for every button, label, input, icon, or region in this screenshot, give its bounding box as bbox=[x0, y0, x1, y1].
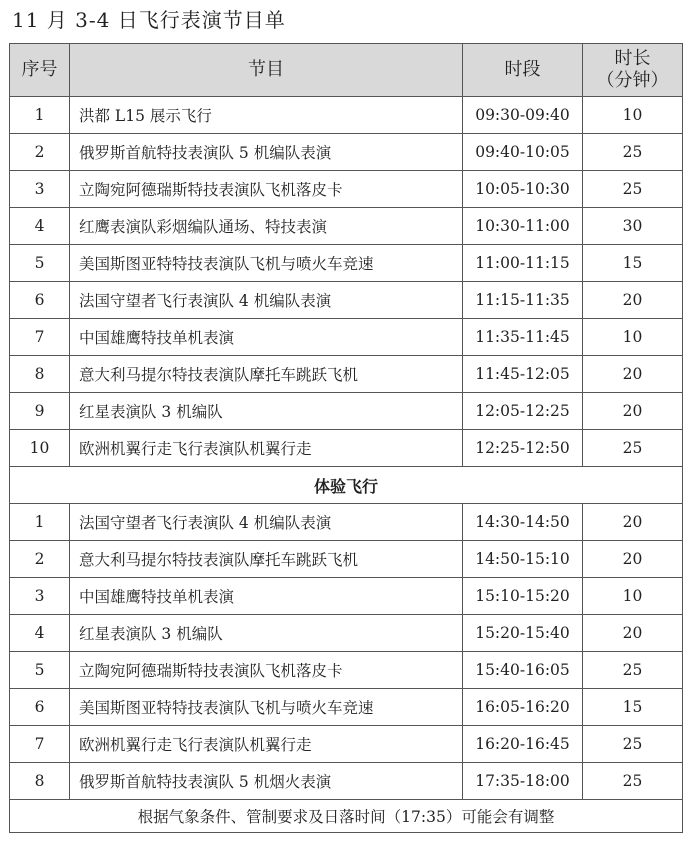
row-time: 14:30-14:50 bbox=[463, 504, 583, 541]
section-title: 体验飞行 bbox=[10, 467, 683, 504]
row-number: 8 bbox=[10, 356, 70, 393]
experience-program-rows bbox=[10, 504, 683, 800]
row-time: 09:40-10:05 bbox=[463, 134, 583, 171]
row-program: 中国雄鹰特技单机表演 bbox=[70, 319, 463, 356]
row-duration: 25 bbox=[583, 726, 683, 763]
row-program: 红星表演队 3 机编队 bbox=[70, 393, 463, 430]
row-time: 12:05-12:25 bbox=[463, 393, 583, 430]
row-program: 法国守望者飞行表演队 4 机编队表演 bbox=[70, 504, 463, 541]
row-duration: 15 bbox=[583, 689, 683, 726]
row-duration: 25 bbox=[583, 171, 683, 208]
row-duration: 20 bbox=[583, 282, 683, 319]
row-number: 8 bbox=[10, 763, 70, 800]
row-program: 立陶宛阿德瑞斯特技表演队飞机落皮卡 bbox=[70, 652, 463, 689]
row-time: 16:05-16:20 bbox=[463, 689, 583, 726]
row-program: 俄罗斯首航特技表演队 5 机编队表演 bbox=[70, 134, 463, 171]
table-row bbox=[10, 282, 683, 319]
row-time: 15:20-15:40 bbox=[463, 615, 583, 652]
row-number: 6 bbox=[10, 282, 70, 319]
row-time: 10:30-11:00 bbox=[463, 208, 583, 245]
row-duration: 20 bbox=[583, 541, 683, 578]
row-duration: 25 bbox=[583, 763, 683, 800]
table-row bbox=[10, 134, 683, 171]
row-time: 17:35-18:00 bbox=[463, 763, 583, 800]
row-program: 意大利马提尔特技表演队摩托车跳跃飞机 bbox=[70, 541, 463, 578]
row-program: 俄罗斯首航特技表演队 5 机烟火表演 bbox=[70, 763, 463, 800]
row-time: 15:40-16:05 bbox=[463, 652, 583, 689]
row-program: 红鹰表演队彩烟编队通场、特技表演 bbox=[70, 208, 463, 245]
header-time: 时段 bbox=[463, 44, 583, 97]
table-row bbox=[10, 393, 683, 430]
row-program: 法国守望者飞行表演队 4 机编队表演 bbox=[70, 282, 463, 319]
table-row bbox=[10, 319, 683, 356]
row-duration: 10 bbox=[583, 578, 683, 615]
row-program: 洪都 L15 展示飞行 bbox=[70, 97, 463, 134]
row-number: 2 bbox=[10, 541, 70, 578]
header-duration-line1: 时长 bbox=[614, 48, 651, 69]
table-row bbox=[10, 652, 683, 689]
table-row bbox=[10, 763, 683, 800]
row-duration: 30 bbox=[583, 208, 683, 245]
table-header-row bbox=[10, 44, 683, 97]
row-number: 5 bbox=[10, 245, 70, 282]
row-number: 6 bbox=[10, 689, 70, 726]
table-row bbox=[10, 430, 683, 467]
row-time: 11:35-11:45 bbox=[463, 319, 583, 356]
table-row bbox=[10, 208, 683, 245]
row-duration: 20 bbox=[583, 615, 683, 652]
table-row bbox=[10, 615, 683, 652]
row-number: 9 bbox=[10, 393, 70, 430]
row-number: 1 bbox=[10, 97, 70, 134]
row-time: 10:05-10:30 bbox=[463, 171, 583, 208]
table-row bbox=[10, 689, 683, 726]
row-program: 立陶宛阿德瑞斯特技表演队飞机落皮卡 bbox=[70, 171, 463, 208]
footnote-row bbox=[10, 800, 683, 833]
row-program: 意大利马提尔特技表演队摩托车跳跃飞机 bbox=[70, 356, 463, 393]
row-time: 16:20-16:45 bbox=[463, 726, 583, 763]
header-program: 节目 bbox=[70, 44, 463, 97]
row-number: 4 bbox=[10, 208, 70, 245]
footnote: 根据气象条件、管制要求及日落时间（17:35）可能会有调整 bbox=[10, 800, 683, 833]
table-row bbox=[10, 245, 683, 282]
row-number: 3 bbox=[10, 171, 70, 208]
footnote-row-group bbox=[10, 800, 683, 833]
table-row bbox=[10, 504, 683, 541]
row-duration: 10 bbox=[583, 97, 683, 134]
row-number: 10 bbox=[10, 430, 70, 467]
table-row bbox=[10, 97, 683, 134]
row-time: 09:30-09:40 bbox=[463, 97, 583, 134]
row-duration: 25 bbox=[583, 652, 683, 689]
row-number: 1 bbox=[10, 504, 70, 541]
table-row bbox=[10, 726, 683, 763]
table-row bbox=[10, 541, 683, 578]
row-time: 11:00-11:15 bbox=[463, 245, 583, 282]
row-duration: 25 bbox=[583, 134, 683, 171]
main-program-rows bbox=[10, 97, 683, 467]
row-duration: 20 bbox=[583, 504, 683, 541]
row-program: 中国雄鹰特技单机表演 bbox=[70, 578, 463, 615]
row-duration: 20 bbox=[583, 393, 683, 430]
header-num: 序号 bbox=[10, 44, 70, 97]
row-program: 红星表演队 3 机编队 bbox=[70, 615, 463, 652]
row-time: 11:15-11:35 bbox=[463, 282, 583, 319]
table-row bbox=[10, 578, 683, 615]
row-time: 14:50-15:10 bbox=[463, 541, 583, 578]
row-number: 5 bbox=[10, 652, 70, 689]
row-number: 4 bbox=[10, 615, 70, 652]
row-number: 2 bbox=[10, 134, 70, 171]
row-duration: 10 bbox=[583, 319, 683, 356]
table-row bbox=[10, 171, 683, 208]
header-duration bbox=[583, 44, 683, 97]
row-time: 12:25-12:50 bbox=[463, 430, 583, 467]
row-program: 欧洲机翼行走飞行表演队机翼行走 bbox=[70, 430, 463, 467]
row-program: 美国斯图亚特特技表演队飞机与喷火车竞速 bbox=[70, 689, 463, 726]
header-duration-line2: （分钟） bbox=[596, 70, 669, 91]
row-program: 欧洲机翼行走飞行表演队机翼行走 bbox=[70, 726, 463, 763]
row-number: 7 bbox=[10, 726, 70, 763]
flight-schedule-table bbox=[9, 43, 683, 833]
row-duration: 25 bbox=[583, 430, 683, 467]
row-duration: 15 bbox=[583, 245, 683, 282]
section-row-group bbox=[10, 467, 683, 504]
row-time: 11:45-12:05 bbox=[463, 356, 583, 393]
row-number: 3 bbox=[10, 578, 70, 615]
section-row bbox=[10, 467, 683, 504]
document-title: 11 月 3-4 日飞行表演节目单 bbox=[12, 8, 286, 32]
row-duration: 20 bbox=[583, 356, 683, 393]
row-program: 美国斯图亚特特技表演队飞机与喷火车竞速 bbox=[70, 245, 463, 282]
row-number: 7 bbox=[10, 319, 70, 356]
row-time: 15:10-15:20 bbox=[463, 578, 583, 615]
table-row bbox=[10, 356, 683, 393]
